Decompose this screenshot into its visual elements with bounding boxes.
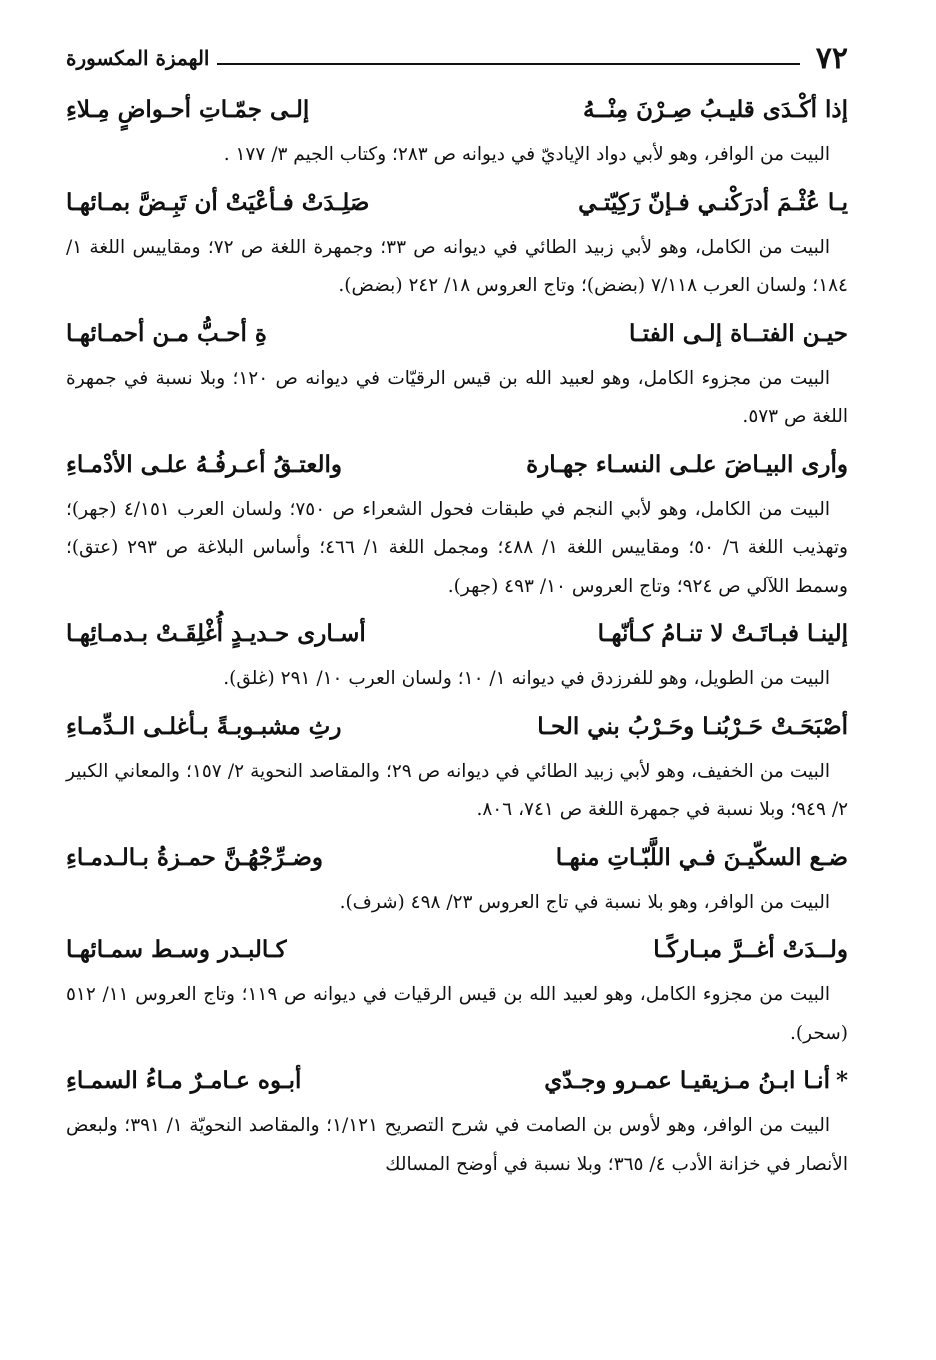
verse-second-hemistich: كـالبـدر وسـط سمـائهـا (66, 936, 287, 963)
verse-first-hemistich: أصْبَحَـتْ حَـرْبُنـا وحَـرْبُ بني الحـا (537, 712, 848, 740)
verse-entry-8 (66, 924, 848, 1053)
verse-entry-4 (66, 439, 848, 607)
verse-note: البيت من مجزوء الكامل، وهو لعبيد الله بن قيس الرقيات في ديوانه ص ١١٩؛ وتاج العروس ١١/ ٥١٢ (سحر). (66, 984, 848, 1044)
verse-first-hemistich: ولــدَتْ أغــرَّ مبـاركًـا (653, 936, 848, 963)
verse-entry-5 (66, 608, 848, 699)
verse-note: البيت من الوافر، وهو بلا نسبة في تاج العروس ٢٣/ ٤٩٨ (شرف). (339, 891, 830, 913)
verse-line (66, 924, 848, 976)
verse-entry-1 (66, 84, 848, 175)
verse-second-hemistich: إلـى جمّـاتِ أحـواضٍ مِـلاءِ (66, 96, 310, 123)
verse-entry-6 (66, 701, 848, 830)
verse-first-hemistich: إذا أكْـدَى قليـبُ صِـرْنَ مِنْــهُ (583, 96, 848, 123)
verse-line (66, 439, 848, 491)
page-number: ٧٢ (815, 40, 848, 76)
verse-note: البيت من الوافر، وهو لأبي دواد الإياديّ في ديوانه ص ٢٨٣؛ وكتاب الجيم ٣/ ١٧٧ . (223, 144, 830, 165)
verse-entry-9 (66, 1055, 848, 1184)
verse-second-hemistich: صَلِـدَتْ فـأعْيَتْ أن تَبِـضَّ بمـائهـا (66, 188, 370, 216)
verse-second-hemistich: رثِ مشبـوبـةً بـأغلـى الـدِّمـاءِ (66, 712, 342, 740)
verse-first-hemistich: إلينـا فبـاتَـتْ لا تنـامُ كـأنّهـا (597, 620, 848, 647)
running-title: الهمزة المكسورة (66, 46, 210, 70)
verse-note: البيت من الكامل، وهو لأبي زبيد الطائي في ديوانه ص ٣٣؛ وجمهرة اللغة ص ٧٢؛ ومقاييس اللغة ١/ ١٨٤؛ ولسان العرب ٧/١١٨ (بضض)؛ وتاج العروس ١٨/ ٢٤٢ (بضض). (66, 236, 848, 296)
verse-note: البيت من مجزوء الكامل، وهو لعبيد الله بن قيس الرقيّات في ديوانه ص ١٢٠؛ وبلا نسبة في جمهرة اللغة ص ٥٧٣. (66, 367, 848, 427)
verse-line (66, 1055, 848, 1107)
verse-line (66, 177, 848, 229)
verse-note: البيت من الكامل، وهو لأبي النجم في طبقات فحول الشعراء ص ٧٥٠؛ ولسان العرب ٤/١٥١ (جهر)؛ وتهذيب اللغة ٦/ ٥٠؛ ومقاييس اللغة ١/ ٤٨٨؛ ومجمل اللغة ١/ ٤٦٦؛ وأساس البلاغة ص ٢٩٣ (عتق)؛ وسمط اللآلي ص ٩٢٤؛ وتاج العروس ١٠/ ٤٩٣ (جهر). (66, 498, 848, 597)
verse-first-hemistich (544, 1055, 848, 1107)
asterisk-marker: * (835, 1067, 848, 1094)
verse-note: البيت من الطويل، وهو للفرزدق في ديوانه ١/ ١٠؛ ولسان العرب ١٠/ ٢٩١ (غلق). (223, 668, 830, 689)
verse-first-hemistich: يـا عُثْـمَ أدرَكْنـي فـإنّ رَكِيّتـي (578, 188, 848, 216)
verse-second-hemistich: والعتـقُ أعـرفُـهُ علـى الأدْمـاءِ (66, 450, 342, 478)
verse-note: البيت من الوافر، وهو لأوس بن الصامت في شرح التصريح ١/١٢١؛ والمقاصد النحويّة ١/ ٣٩١؛ ولبعض الأنصار في خزانة الأدب ٤/ ٣٦٥؛ وبلا نسبة في أوضح المسالك (66, 1115, 848, 1175)
verse-first-hemistich: حيـن الفتــاة إلـى الفتـا (629, 319, 848, 347)
verse-entry-2 (66, 177, 848, 306)
verse-line (66, 832, 848, 884)
page-header (66, 38, 848, 78)
verse-second-hemistich: أسـارى حـديـدٍ أُغْلِقَـتْ بـدمـائِهـا (66, 620, 366, 647)
header-rule (217, 63, 799, 65)
verse-second-hemistich: أبـوه عـامـرٌ مـاءُ السمـاءِ (66, 1067, 302, 1094)
verse-line (66, 701, 848, 753)
verse-line (66, 308, 848, 360)
verse-first-hemistich-text: أنـا ابـنُ مـزيقيـا عمـرو وجـدّي (544, 1067, 830, 1094)
verse-second-hemistich: وضـرِّجْهُـنَّ حمـزةُ بـالـدمـاءِ (66, 843, 323, 871)
verse-entry-3 (66, 308, 848, 437)
verse-entry-7 (66, 832, 848, 923)
verse-line (66, 608, 848, 660)
verse-first-hemistich: ضـع السكّيـنَ فـي اللَّبّـاتِ منهـا (555, 843, 848, 871)
verse-note: البيت من الخفيف، وهو لأبي زبيد الطائي في ديوانه ص ٢٩؛ والمقاصد النحوية ٢/ ١٥٧؛ والمعاني الكبير ٢/ ٩٤٩؛ وبلا نسبة في جمهرة اللغة ص ٧٤١، ٨٠٦. (66, 760, 848, 820)
verse-second-hemistich: ةِ أحـبُّ مـن أحمـائهـا (66, 319, 267, 347)
verse-first-hemistich: وأرى البيـاضَ علـى النسـاء جهـارة (526, 450, 848, 478)
verse-line (66, 84, 848, 136)
